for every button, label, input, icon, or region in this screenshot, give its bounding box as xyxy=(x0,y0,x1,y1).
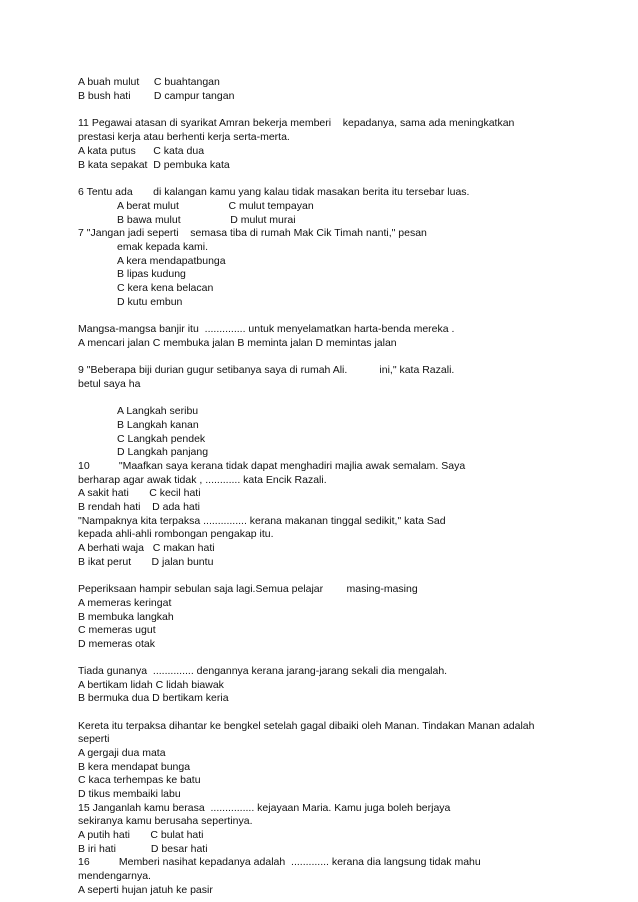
text-line: berharap agar awak tidak , ............ kata Encik Razali. xyxy=(78,474,327,486)
text-line: C kera kena belacan xyxy=(117,282,214,294)
text-line: 16 Memberi nasihat kepadanya adalah ............. kerana dia langsung tidak mahu xyxy=(78,856,481,868)
text-line: B kera mendapat bunga xyxy=(78,761,191,773)
text-line: B bermuka dua D bertikam keria xyxy=(78,692,229,704)
text-line: betul saya ha xyxy=(78,378,141,390)
text-line: prestasi kerja atau berhenti kerja serta-merta. xyxy=(78,131,290,143)
text-line: Kereta itu terpaksa dihantar ke bengkel setelah gagal dibaiki oleh Manan. Tindakan Manan adalah xyxy=(78,720,535,732)
text-line: B bawa mulut D mulut murai xyxy=(117,214,296,226)
text-line: 7 "Jangan jadi seperti semasa tiba di rumah Mak Cik Timah nanti," pesan xyxy=(78,227,427,239)
text-line: A putih hati C bulat hati xyxy=(78,829,204,841)
text-line: A kera mendapatbunga xyxy=(117,255,226,267)
text-line: B rendah hati D ada hati xyxy=(78,501,200,513)
text-line: B ikat perut D jalan buntu xyxy=(78,556,214,568)
text-line: A sakit hati C kecil hati xyxy=(78,487,201,499)
text-line: C kaca terhempas ke batu xyxy=(78,774,201,786)
text-line: 6 Tentu ada di kalangan kamu yang kalau tidak masakan berita itu tersebar luas. xyxy=(78,186,470,198)
text-line: A berhati waja C makan hati xyxy=(78,542,215,554)
text-line: Mangsa-mangsa banjir itu .............. untuk menyelamatkan harta-benda mereka . xyxy=(78,323,455,335)
text-line: 11 Pegawai atasan di syarikat Amran bekerja memberi kepadanya, sama ada meningkatkan xyxy=(78,117,515,129)
text-line: mendengarnya. xyxy=(78,870,151,882)
text-line: A kata putus C kata dua xyxy=(78,145,205,157)
text-line: B kata sepakat D pembuka kata xyxy=(78,159,230,171)
text-line: D memeras otak xyxy=(78,638,156,650)
text-line: seperti xyxy=(78,733,110,745)
text-line: 9 "Beberapa biji durian gugur setibanya saya di rumah Ali. ini," kata Razali. xyxy=(78,364,455,376)
text-line: A buah mulut C buahtangan xyxy=(78,76,220,88)
text-line: Tiada gunanya .............. dengannya kerana jarang-jarang sekali dia mengalah. xyxy=(78,665,448,677)
text-line: D kutu embun xyxy=(117,296,183,308)
text-line: A seperti hujan jatuh ke pasir xyxy=(78,884,213,896)
text-line: Peperiksaan hampir sebulan saja lagi.Semua pelajar masing-masing xyxy=(78,583,418,595)
text-line: B Langkah kanan xyxy=(117,419,199,431)
text-line: A mencari jalan C membuka jalan B meminta jalan D memintas jalan xyxy=(78,337,397,349)
text-line: B lipas kudung xyxy=(117,268,186,280)
text-line: emak kepada kami. xyxy=(117,241,209,253)
text-line: C memeras ugut xyxy=(78,624,156,636)
text-line: D Langkah panjang xyxy=(117,446,209,458)
text-line: A bertikam lidah C lidah biawak xyxy=(78,679,224,691)
text-line: B iri hati D besar hati xyxy=(78,843,208,855)
text-line: 10 "Maafkan saya kerana tidak dapat menghadiri majlia awak semalam. Saya xyxy=(78,460,466,472)
text-line: B membuka langkah xyxy=(78,611,174,623)
text-line: A gergaji dua mata xyxy=(78,747,166,759)
text-line: A berat mulut C mulut tempayan xyxy=(117,200,314,212)
text-line: C Langkah pendek xyxy=(117,433,206,445)
text-line: A memeras keringat xyxy=(78,597,172,609)
text-line: B bush hati D campur tangan xyxy=(78,90,235,102)
text-line: A Langkah seribu xyxy=(117,405,199,417)
text-line: kepada ahli-ahli rombongan pengakap itu. xyxy=(78,528,274,540)
text-line: 15 Janganlah kamu berasa ............... kejayaan Maria. Kamu juga boleh berjaya xyxy=(78,802,451,814)
text-line: "Nampaknya kita terpaksa ............... kerana makanan tinggal sedikit," kata Sad xyxy=(78,515,446,527)
text-line: D tikus membaiki labu xyxy=(78,788,181,800)
text-line: sekiranya kamu berusaha sepertinya. xyxy=(78,815,253,827)
